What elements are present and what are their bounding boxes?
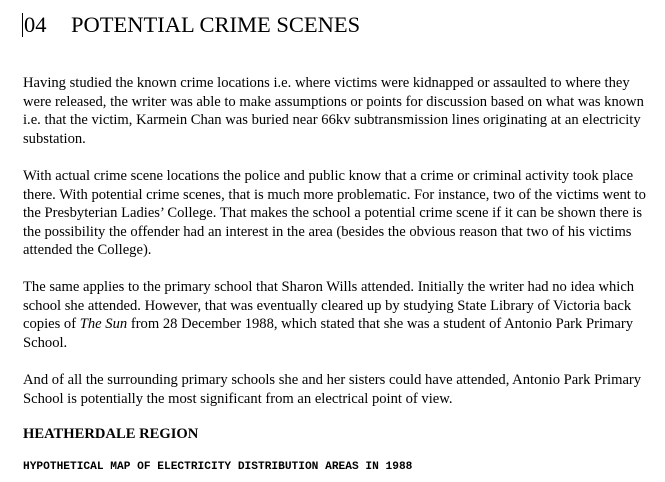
paragraph-potential-crime-scenes: With actual crime scene locations the police and public know that a crime or criminal activity took place there. With potential crime scenes, that is much more problematic. For instance, two of the victims went to the Presbyterian Ladies’ College. That makes the school a potential crime scene if it can be shown there is the possibility the offender had an interest in the area (besides the obvious reason that two of his victims attended the College). xyxy=(23,168,646,258)
paragraph-text: The same applies to the primary school that Sharon Wills attended. Initially the writer had no idea which school she attended. However, that was eventually cleared up by studying State Library of Victoria back copies of xyxy=(23,279,635,332)
map-caption: HYPOTHETICAL MAP OF ELECTRICITY DISTRIBUTION AREAS IN 1988 xyxy=(23,461,413,473)
text-cursor xyxy=(22,13,23,37)
paragraph-primary-school xyxy=(23,278,653,352)
paragraph-antonio-park: And of all the surrounding primary schools she and her sisters could have attended, Antonio Park Primary School is potentially the most significant from an electrical point of view. xyxy=(23,372,642,407)
paragraph-known-crime-locations: Having studied the known crime locations i.e. where victims were kidnapped or assaulted to where they were released, the writer was able to make assumptions or points for discussion based on what was known i.e. that the victim, Karmein Chan was buried near 66kv subtransmission lines originating at an electricity substation. xyxy=(23,75,644,147)
section-heading xyxy=(24,11,360,39)
paragraph-text: from 28 December 1988, which stated that she was a student of Antonio Park Primary School. xyxy=(23,316,633,351)
region-subheading: HEATHERDALE REGION xyxy=(23,426,199,442)
section-title: POTENTIAL CRIME SCENES xyxy=(71,12,361,37)
section-number: 04 xyxy=(24,12,47,37)
newspaper-title: The Sun xyxy=(79,316,128,332)
